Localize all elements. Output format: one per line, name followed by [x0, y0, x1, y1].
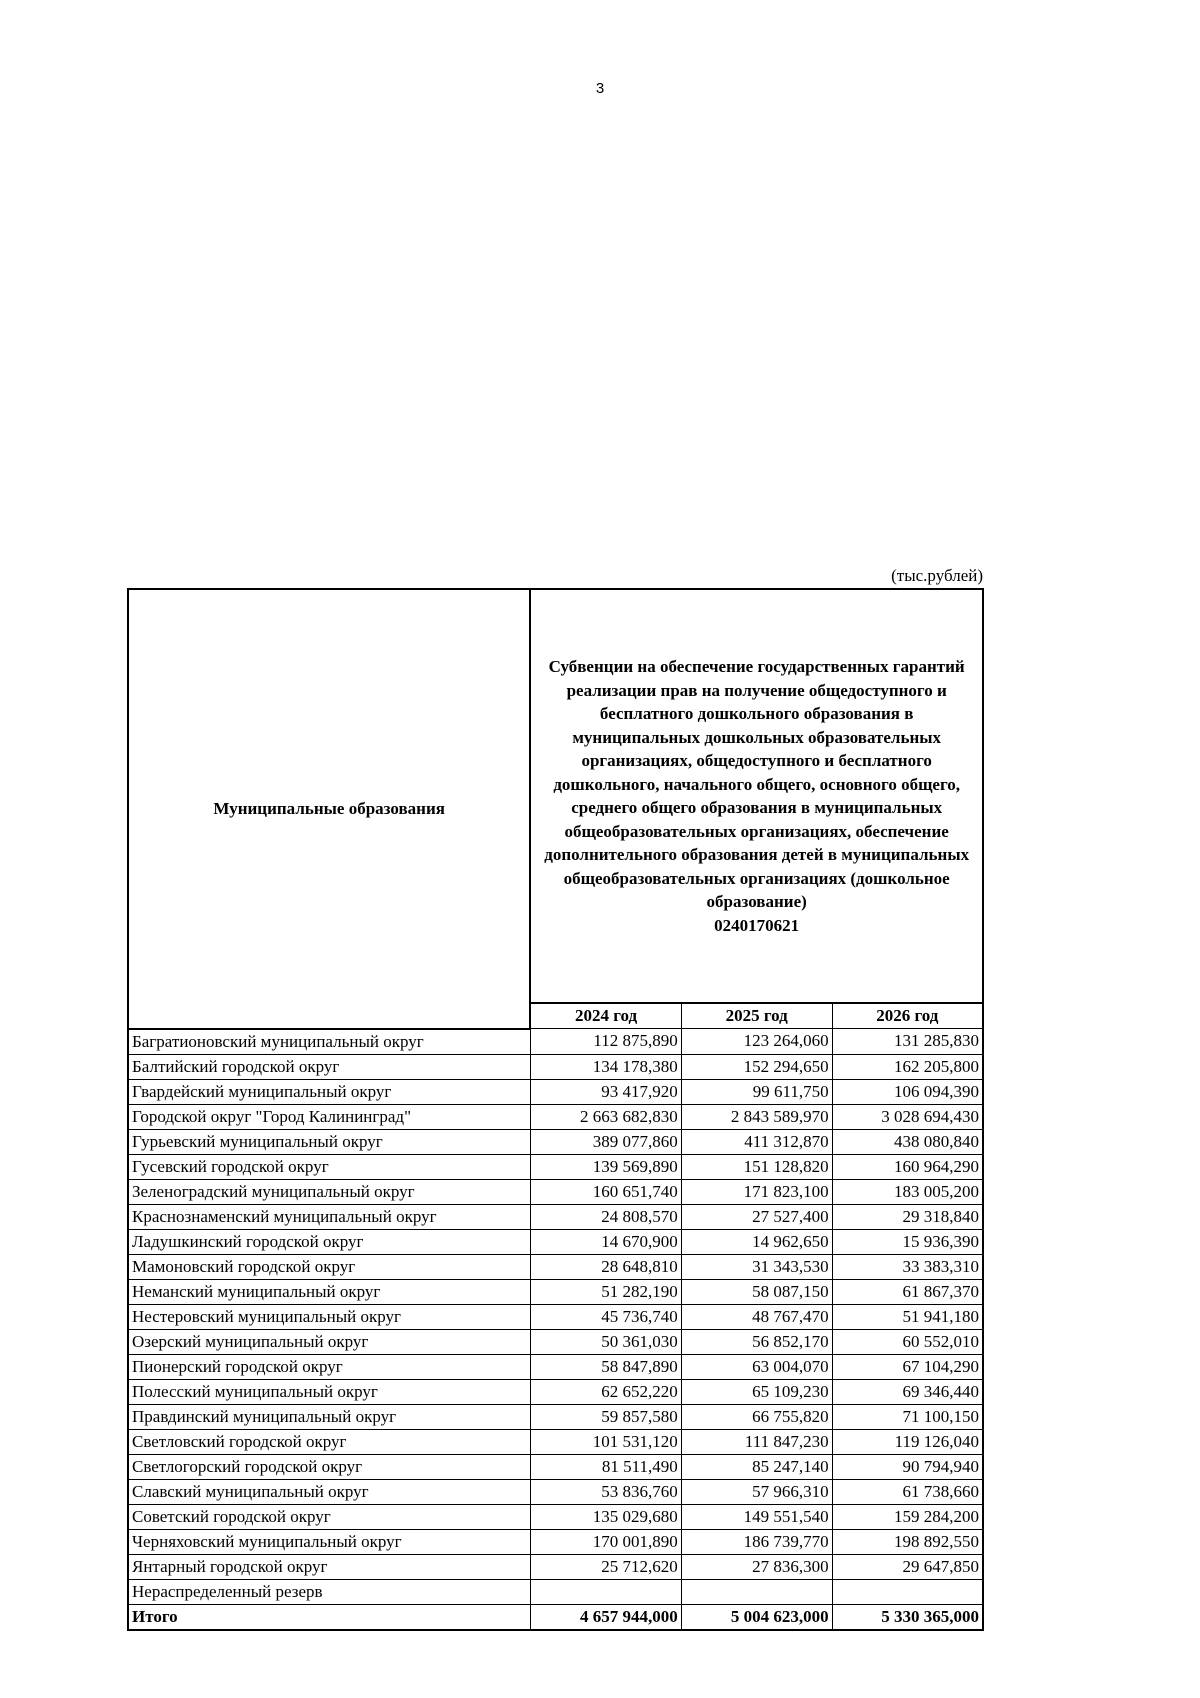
- header-subvention: [530, 589, 983, 1003]
- header-subvention-code: 0240170621: [714, 915, 800, 935]
- header-subvention-text: Субвенции на обеспечение государственных гарантий реализации прав на получение общедоступного и бесплатного дошкольного образования в муниципальных дошкольных образовательных организациях, общедоступного и бесплатного дошкольного, начального общего, основного общего, среднего общего образования в муниципальных общеобразовательных организациях, обеспечение дополнительного образования детей в муниципальных общеобразовательных организациях (дошкольное образование): [544, 657, 970, 911]
- value-2026: 33 383,310: [832, 1254, 983, 1279]
- value-2025: 58 087,150: [681, 1279, 832, 1304]
- table-row: [128, 1204, 983, 1229]
- value-2024: 58 847,890: [530, 1354, 681, 1379]
- value-2024: 389 077,860: [530, 1129, 681, 1154]
- value-2025: 31 343,530: [681, 1254, 832, 1279]
- municipality-name: Нестеровский муниципальный округ: [128, 1304, 530, 1329]
- value-2024: 51 282,190: [530, 1279, 681, 1304]
- value-2024: 81 511,490: [530, 1454, 681, 1479]
- value-2024: 62 652,220: [530, 1379, 681, 1404]
- table-row: [128, 1154, 983, 1179]
- value-2024: 24 808,570: [530, 1204, 681, 1229]
- value-2025: 56 852,170: [681, 1329, 832, 1354]
- value-2025: 14 962,650: [681, 1229, 832, 1254]
- table-row: [128, 1329, 983, 1354]
- table-row: [128, 1454, 983, 1479]
- table-row: [128, 1054, 983, 1079]
- municipality-name: Балтийский городской округ: [128, 1054, 530, 1079]
- value-2026: 67 104,290: [832, 1354, 983, 1379]
- value-2026: 15 936,390: [832, 1229, 983, 1254]
- municipality-name: Гвардейский муниципальный округ: [128, 1079, 530, 1104]
- total-row: [128, 1604, 983, 1630]
- table-row: [128, 1129, 983, 1154]
- value-2025: 85 247,140: [681, 1454, 832, 1479]
- municipality-name: Пионерский городской округ: [128, 1354, 530, 1379]
- value-2024: 160 651,740: [530, 1179, 681, 1204]
- value-2026: 160 964,290: [832, 1154, 983, 1179]
- total-value-2026: 5 330 365,000: [832, 1604, 983, 1630]
- year-header-2025: 2025 год: [681, 1003, 832, 1029]
- value-2026: 131 285,830: [832, 1029, 983, 1055]
- value-2024: 28 648,810: [530, 1254, 681, 1279]
- value-2025: 152 294,650: [681, 1054, 832, 1079]
- table-row: [128, 1404, 983, 1429]
- municipality-name: Багратионовский муниципальный округ: [128, 1029, 530, 1055]
- value-2025: 66 755,820: [681, 1404, 832, 1429]
- municipality-name: Нераспределенный резерв: [128, 1579, 530, 1604]
- table-row: [128, 1429, 983, 1454]
- municipality-name: Светлогорский городской округ: [128, 1454, 530, 1479]
- value-2024: [530, 1579, 681, 1604]
- value-2026: 183 005,200: [832, 1179, 983, 1204]
- year-header-2026: 2026 год: [832, 1003, 983, 1029]
- value-2025: 27 527,400: [681, 1204, 832, 1229]
- subvention-table: [127, 588, 984, 1631]
- table-body: [128, 1029, 983, 1630]
- municipality-name: Гусевский городской округ: [128, 1154, 530, 1179]
- value-2025: 171 823,100: [681, 1179, 832, 1204]
- value-2024: 135 029,680: [530, 1504, 681, 1529]
- value-2026: 3 028 694,430: [832, 1104, 983, 1129]
- value-2024: 53 836,760: [530, 1479, 681, 1504]
- value-2026: 438 080,840: [832, 1129, 983, 1154]
- value-2025: 48 767,470: [681, 1304, 832, 1329]
- municipality-name: Славский муниципальный округ: [128, 1479, 530, 1504]
- municipality-name: Зеленоградский муниципальный округ: [128, 1179, 530, 1204]
- value-2025: 151 128,820: [681, 1154, 832, 1179]
- units-label: (тыс.рублей): [891, 566, 983, 585]
- municipality-name: Правдинский муниципальный округ: [128, 1404, 530, 1429]
- value-2024: 112 875,890: [530, 1029, 681, 1055]
- value-2026: 29 318,840: [832, 1204, 983, 1229]
- value-2025: 411 312,870: [681, 1129, 832, 1154]
- value-2025: 111 847,230: [681, 1429, 832, 1454]
- municipality-name: Озерский муниципальный округ: [128, 1329, 530, 1354]
- municipality-name: Неманский муниципальный округ: [128, 1279, 530, 1304]
- municipality-name: Краснознаменский муниципальный округ: [128, 1204, 530, 1229]
- value-2026: 106 094,390: [832, 1079, 983, 1104]
- value-2026: 61 867,370: [832, 1279, 983, 1304]
- page-number: 3: [595, 80, 605, 97]
- value-2025: [681, 1579, 832, 1604]
- value-2025: 63 004,070: [681, 1354, 832, 1379]
- value-2025: 123 264,060: [681, 1029, 832, 1055]
- municipality-name: Городской округ "Город Калининград": [128, 1104, 530, 1129]
- value-2025: 27 836,300: [681, 1554, 832, 1579]
- table-row: [128, 1304, 983, 1329]
- value-2025: 186 739,770: [681, 1529, 832, 1554]
- table-row: [128, 1254, 983, 1279]
- value-2024: 25 712,620: [530, 1554, 681, 1579]
- value-2024: 134 178,380: [530, 1054, 681, 1079]
- table-row: [128, 1504, 983, 1529]
- value-2026: 90 794,940: [832, 1454, 983, 1479]
- total-value-2024: 4 657 944,000: [530, 1604, 681, 1630]
- value-2025: 57 966,310: [681, 1479, 832, 1504]
- table-row: [128, 1479, 983, 1504]
- value-2026: 61 738,660: [832, 1479, 983, 1504]
- table-row: [128, 1579, 983, 1604]
- value-2026: 29 647,850: [832, 1554, 983, 1579]
- header-municipalities: Муниципальные образования: [128, 589, 530, 1029]
- municipality-name: Черняховский муниципальный округ: [128, 1529, 530, 1554]
- municipality-name: Советский городской округ: [128, 1504, 530, 1529]
- value-2024: 45 736,740: [530, 1304, 681, 1329]
- value-2024: 139 569,890: [530, 1154, 681, 1179]
- total-value-2025: 5 004 623,000: [681, 1604, 832, 1630]
- table-row: [128, 1279, 983, 1304]
- value-2026: 69 346,440: [832, 1379, 983, 1404]
- table-row: [128, 1529, 983, 1554]
- value-2025: 2 843 589,970: [681, 1104, 832, 1129]
- municipality-name: Гурьевский муниципальный округ: [128, 1129, 530, 1154]
- value-2026: 198 892,550: [832, 1529, 983, 1554]
- municipality-name: Светловский городской округ: [128, 1429, 530, 1454]
- value-2026: 51 941,180: [832, 1304, 983, 1329]
- value-2024: 93 417,920: [530, 1079, 681, 1104]
- table-row: [128, 1229, 983, 1254]
- year-header-2024: 2024 год: [530, 1003, 681, 1029]
- value-2024: 59 857,580: [530, 1404, 681, 1429]
- table-row: [128, 1554, 983, 1579]
- table-row: [128, 1179, 983, 1204]
- value-2026: 159 284,200: [832, 1504, 983, 1529]
- table-row: [128, 1354, 983, 1379]
- value-2025: 149 551,540: [681, 1504, 832, 1529]
- total-label: Итого: [128, 1604, 530, 1630]
- table-row: [128, 1029, 983, 1055]
- value-2026: 119 126,040: [832, 1429, 983, 1454]
- table-row: [128, 1079, 983, 1104]
- value-2026: [832, 1579, 983, 1604]
- municipality-name: Полесский муниципальный округ: [128, 1379, 530, 1404]
- value-2026: 162 205,800: [832, 1054, 983, 1079]
- value-2024: 14 670,900: [530, 1229, 681, 1254]
- municipality-name: Янтарный городской округ: [128, 1554, 530, 1579]
- value-2025: 99 611,750: [681, 1079, 832, 1104]
- value-2024: 2 663 682,830: [530, 1104, 681, 1129]
- value-2024: 170 001,890: [530, 1529, 681, 1554]
- municipality-name: Ладушкинский городской округ: [128, 1229, 530, 1254]
- value-2026: 60 552,010: [832, 1329, 983, 1354]
- municipality-name: Мамоновский городской округ: [128, 1254, 530, 1279]
- value-2025: 65 109,230: [681, 1379, 832, 1404]
- value-2024: 101 531,120: [530, 1429, 681, 1454]
- value-2026: 71 100,150: [832, 1404, 983, 1429]
- value-2024: 50 361,030: [530, 1329, 681, 1354]
- table-row: [128, 1379, 983, 1404]
- table-row: [128, 1104, 983, 1129]
